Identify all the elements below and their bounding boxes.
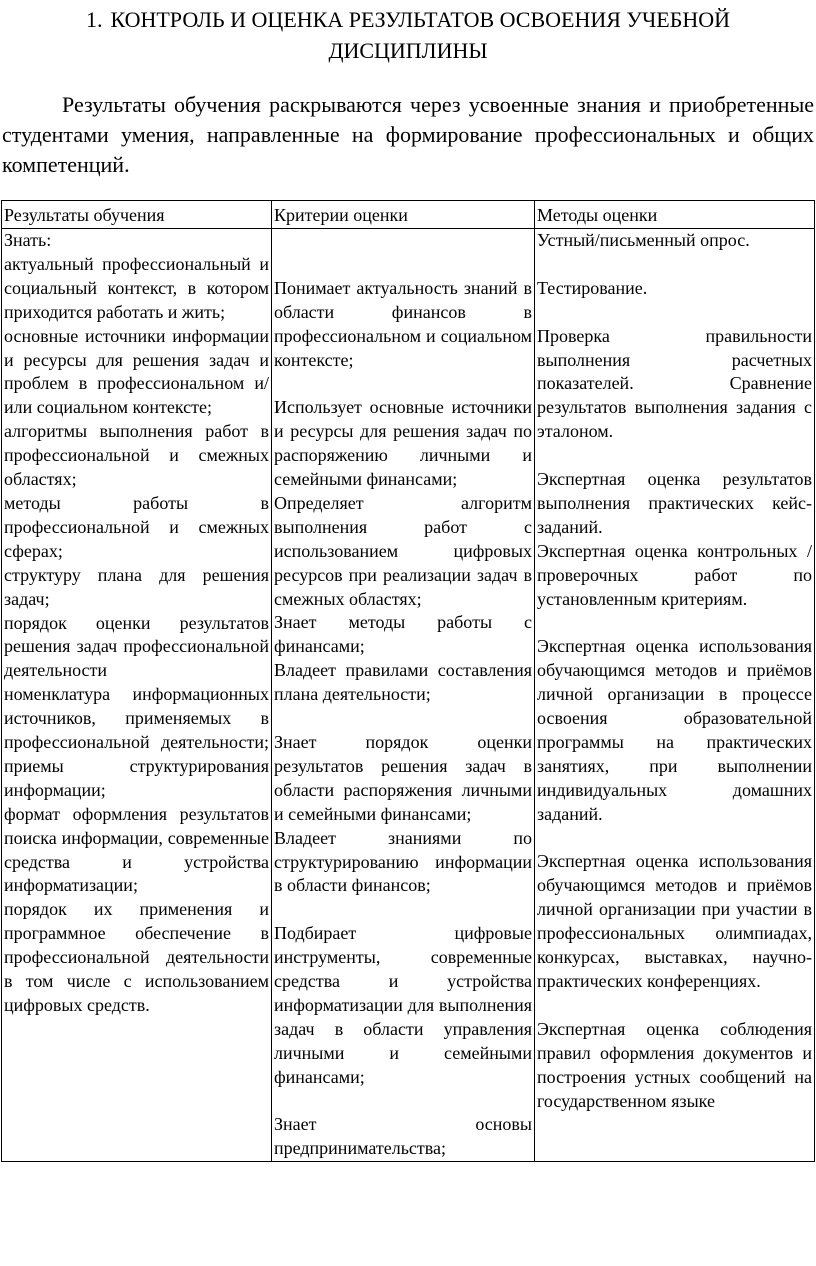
criteria-item: Владеет правилами составления плана деятельности;	[274, 660, 532, 705]
section-title-line2: ДИСЦИПЛИНЫ	[328, 38, 488, 63]
result-item: формат оформления результатов поиска информации, современные средства и устройства информатизации;	[4, 803, 269, 896]
result-item: алгоритмы выполнения работ в профессиональной и смежных областях;	[4, 421, 269, 490]
section-title-line1: КОНТРОЛЬ И ОЦЕНКА РЕЗУЛЬТАТОВ ОСВОЕНИЯ УЧЕБНОЙ	[110, 7, 731, 32]
result-item: номенклатура информационных источников, применяемых в профессиональной деятельности; приемы структурирования информации;	[4, 684, 269, 800]
criteria-item	[274, 253, 532, 277]
section-heading	[0, 4, 816, 66]
methods-cell	[535, 229, 815, 1162]
method-item	[537, 994, 812, 1018]
criteria-item	[274, 898, 532, 922]
result-item: структуру плана для решения задач;	[4, 564, 269, 609]
method-item: Экспертная оценка соблюдения правил оформления документов и построения устных сообщений на государственном языке	[537, 1018, 812, 1111]
table-row	[2, 229, 815, 1162]
method-item	[537, 253, 812, 277]
criteria-item: Знает порядок оценки результатов решения задач в области распоряжения личными и семейными финансами;	[274, 731, 532, 824]
method-item: Тестирование.	[537, 277, 648, 298]
criteria-item: Знает методы работы с финансами;	[274, 612, 532, 657]
result-item: порядок их применения и программное обеспечение в профессиональной деятельности в том числе с использованием цифровых средств.	[4, 899, 269, 1015]
method-item: Экспертная оценка контрольных / проверочных работ по установленным критериям.	[537, 540, 812, 609]
method-item: Экспертная оценка использования обучающимся методов и приёмов личной организации в процессе освоения образовательной программы на практических занятиях, при выполнении индивидуальных домашних заданий.	[537, 636, 812, 824]
result-item: актуальный профессиональный и социальный контекст, в котором приходится работать и жить;	[4, 253, 269, 322]
criteria-item	[274, 1090, 532, 1114]
method-item	[537, 827, 812, 851]
method-item: Экспертная оценка использования обучающимся методов и приёмов личной организации при участии в профессиональных олимпиадах, конкурсах, выставках, научно-практических конференциях.	[537, 851, 812, 992]
result-item: основные источники информации и ресурсы для решения задач и проблем в профессиональном и/или социальном контексте;	[4, 325, 269, 418]
result-item: методы работы в профессиональной и смежных сферах;	[4, 492, 269, 561]
assessment-table	[1, 200, 815, 1162]
criteria-item	[274, 229, 532, 253]
method-item	[537, 611, 812, 635]
method-item	[537, 444, 812, 468]
method-item: Устный/письменный опрос.	[537, 230, 750, 250]
result-item: порядок оценки результатов решения задач профессиональной деятельности	[4, 612, 269, 681]
criteria-item: Использует основные источники и ресурсы для решения задач по распоряжению личными и семейными финансами;	[274, 397, 532, 490]
results-cell	[2, 229, 272, 1162]
criteria-item: Подбирает цифровые инструменты, современные средства и устройства информатизации для выполнения задач в области управления личными и семейными финансами;	[274, 923, 532, 1087]
criteria-item: Понимает актуальность знаний в области финансов в профессиональном и социальном контексте;	[274, 277, 532, 370]
criteria-item: Определяет алгоритм выполнения работ с использованием цифровых ресурсов при реализации задач в смежных областях;	[274, 492, 532, 609]
method-item: Проверка правильности выполнения расчетных показателей. Сравнение результатов выполнения задания с эталоном.	[537, 325, 812, 442]
method-item	[537, 301, 812, 325]
criteria-cell	[272, 229, 535, 1162]
section-number: 1.	[85, 7, 103, 32]
intro-paragraph: Результаты обучения раскрываются через усвоенные знания и приобретенные студентами умения, направленные на формирование профессиональных и общих компетенций.	[2, 92, 814, 177]
method-item: Экспертная оценка результатов выполнения практических кейс-заданий.	[537, 469, 812, 537]
result-item: Знать:	[4, 230, 52, 250]
criteria-item: Владеет знаниями по структурированию информации в области финансов;	[274, 827, 532, 896]
criteria-item: Знает основы предпринимательства;	[274, 1114, 532, 1159]
criteria-item	[274, 372, 532, 396]
header-criteria: Критерии оценки	[272, 201, 535, 229]
table-header-row	[2, 201, 815, 229]
header-methods: Методы оценки	[535, 201, 815, 229]
header-results: Результаты обучения	[2, 201, 272, 229]
criteria-item	[274, 707, 532, 731]
